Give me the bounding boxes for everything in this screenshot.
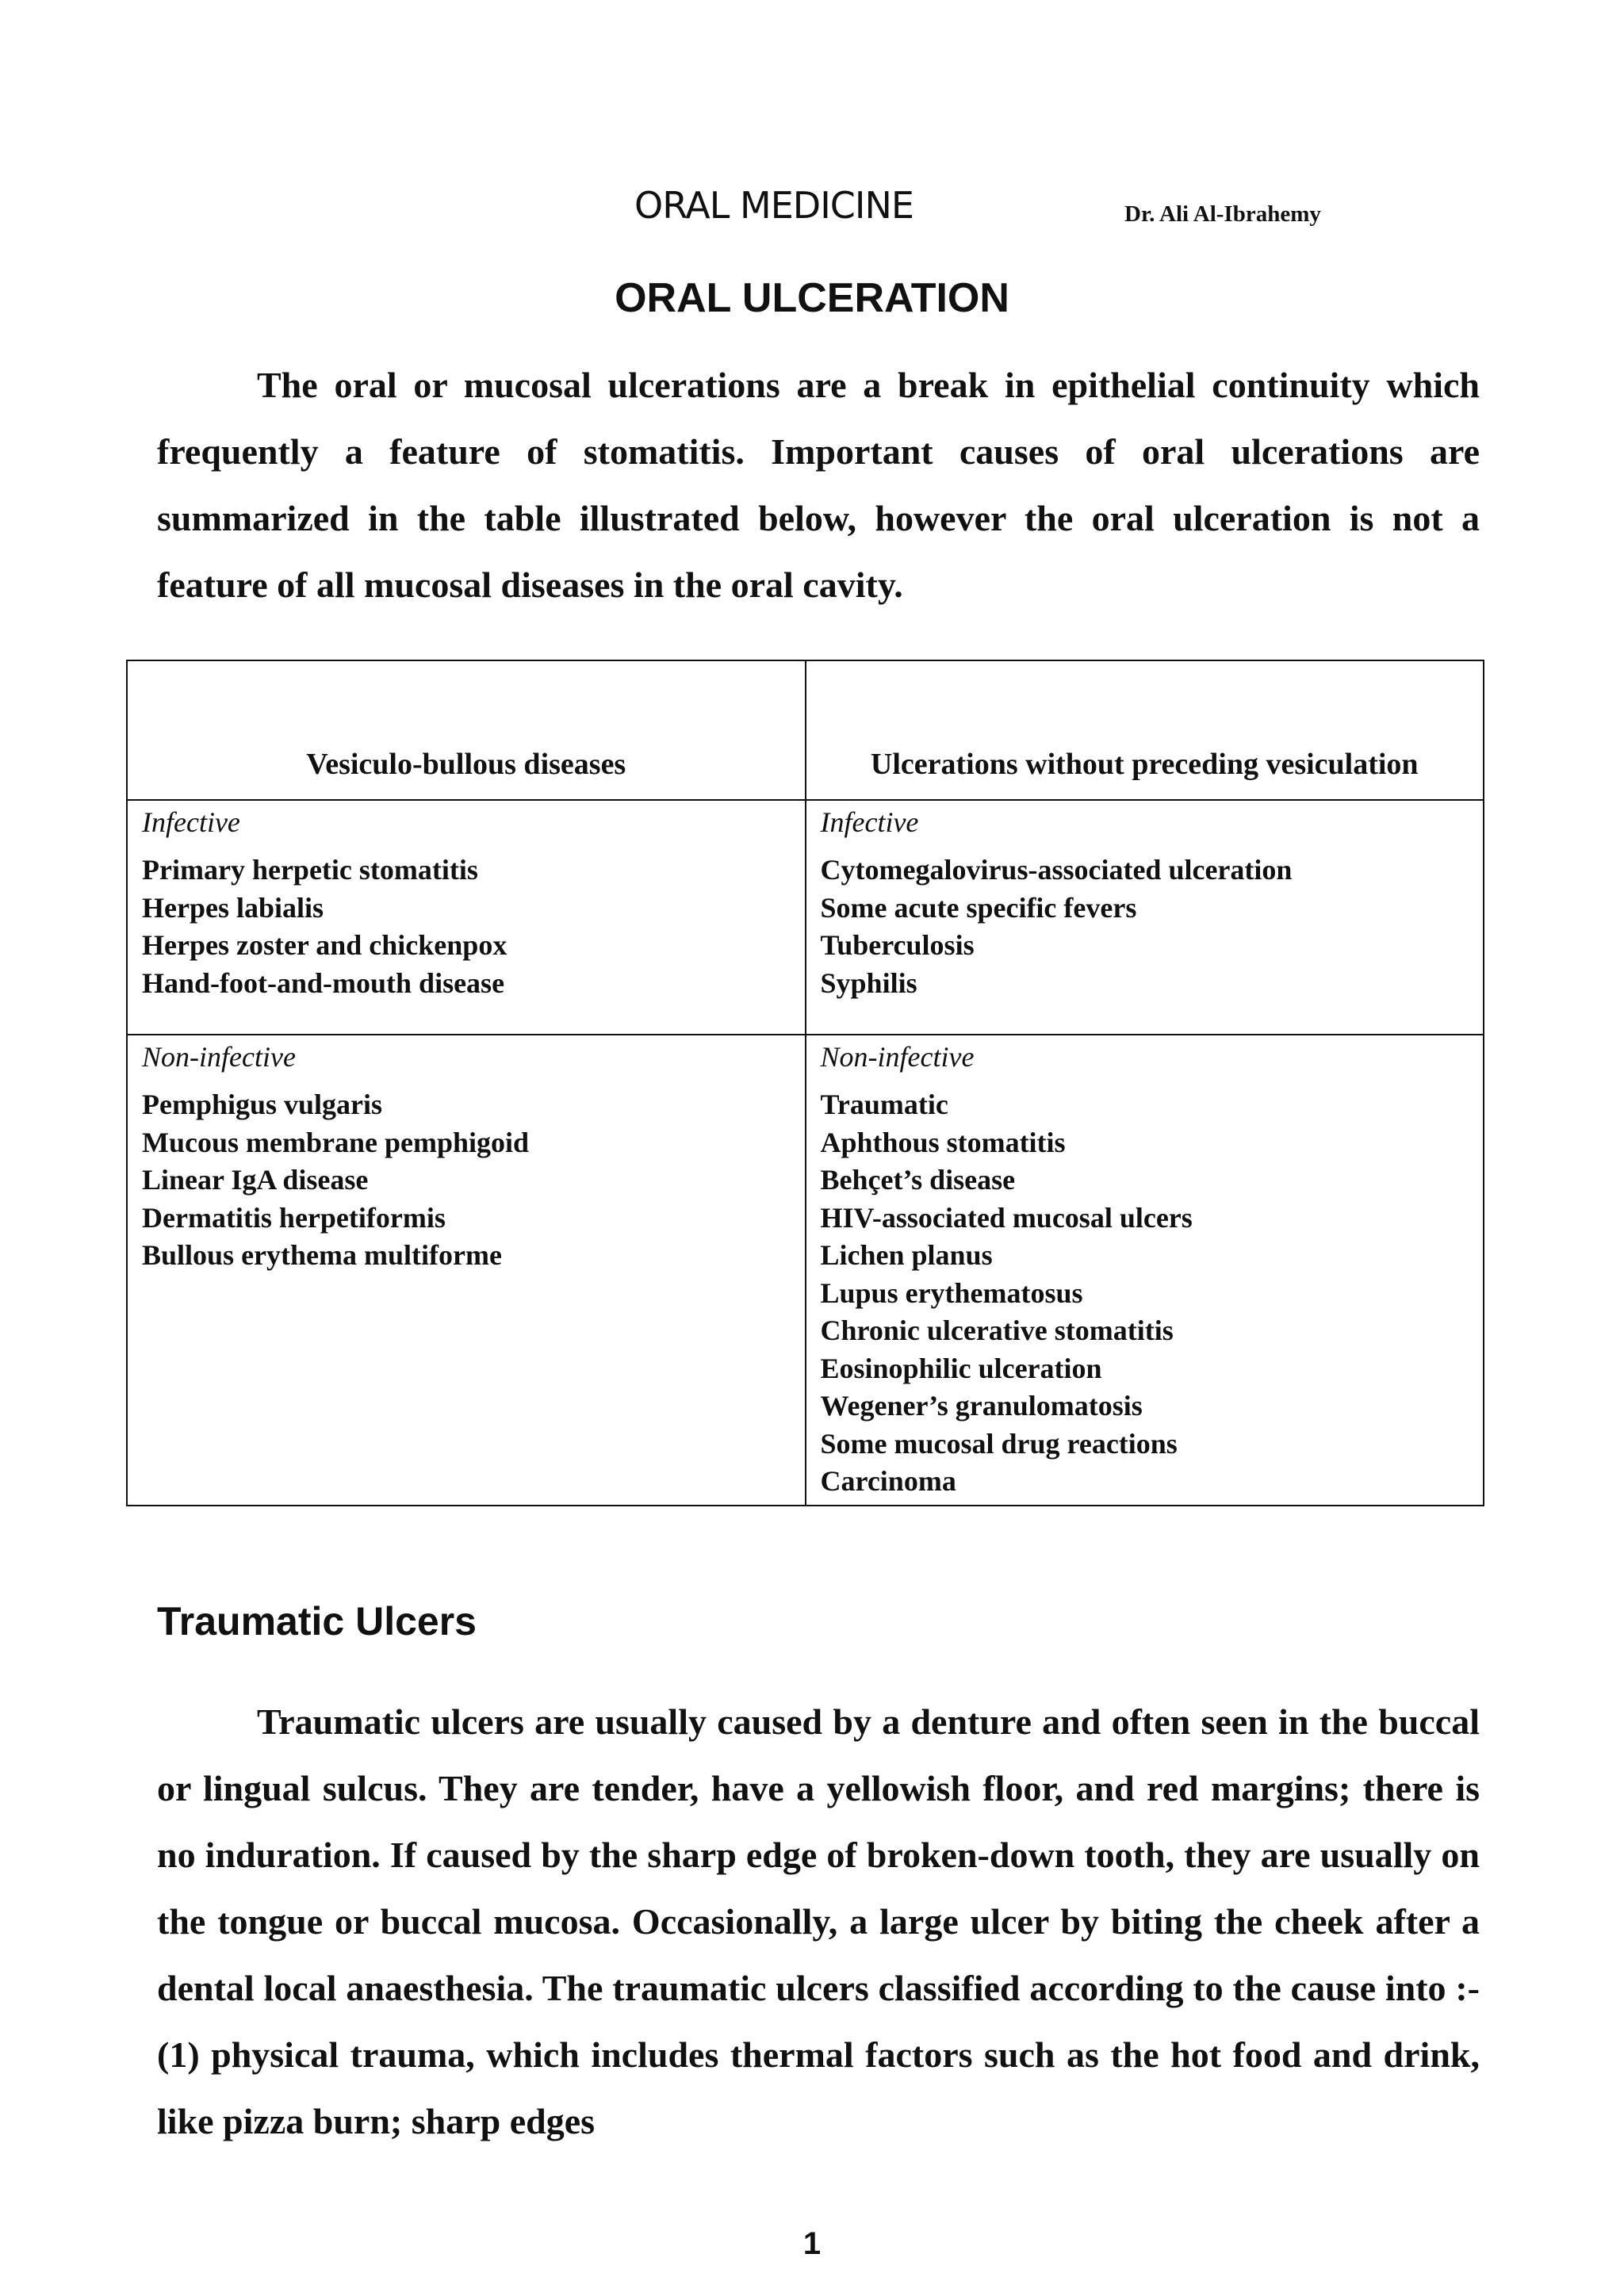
list-item: Tuberculosis	[820, 929, 975, 961]
list-item: Cytomegalovirus-associated ulceration	[820, 854, 1293, 886]
cell-ulceration-infective	[806, 800, 1484, 1035]
list-item: Some acute specific fevers	[820, 891, 1137, 924]
list-item: Carcinoma	[820, 1465, 956, 1497]
disease-list	[821, 851, 1469, 1002]
cell-ulceration-non-infective	[806, 1035, 1484, 1506]
list-item: Some mucosal drug reactions	[820, 1427, 1178, 1460]
disease-list	[821, 1086, 1469, 1501]
category-label: Non-infective	[820, 1041, 975, 1073]
table-row	[127, 1035, 1484, 1506]
list-item: Eosinophilic ulceration	[820, 1352, 1102, 1384]
cell-vesiculo-infective	[127, 800, 806, 1035]
header-without-vesiculation: Ulcerations without preceding vesiculation	[806, 660, 1484, 800]
list-item: Behçet’s disease	[820, 1164, 1016, 1196]
list-item: Herpes labialis	[142, 891, 324, 924]
list-item: Primary herpetic stomatitis	[142, 854, 478, 886]
list-item: Traumatic	[820, 1089, 948, 1120]
category-label: Infective	[142, 806, 240, 838]
intro-paragraph: The oral or mucosal ulcerations are a break in epithelial continuity which frequently a feature of stomatitis. Important causes of oral ulcerations are summarized in the table illustrated below, however the oral ulceration is not a feature of all mucosal diseases in the oral cavity.	[157, 365, 1480, 605]
list-item: Herpes zoster and chickenpox	[142, 929, 508, 961]
page-title: ORAL ULCERATION	[615, 275, 1009, 321]
list-item: Wegener’s granulomatosis	[820, 1390, 1143, 1422]
course-header: ORAL MEDICINE	[634, 184, 914, 227]
page-number: 1	[802, 2226, 822, 2261]
disease-list	[142, 1086, 791, 1275]
disease-list	[142, 851, 791, 1002]
list-item: HIV-associated mucosal ulcers	[820, 1201, 1193, 1234]
author-header: Dr. Ali Al-Ibrahemy	[1124, 201, 1321, 227]
list-item: Lichen planus	[820, 1239, 993, 1271]
list-item: Linear IgA disease	[142, 1164, 369, 1196]
category-label: Infective	[820, 806, 919, 838]
category-label: Non-infective	[142, 1041, 296, 1073]
list-item: Bullous erythema multiforme	[142, 1239, 502, 1271]
list-item: Mucous membrane pemphigoid	[142, 1126, 530, 1158]
list-item: Aphthous stomatitis	[820, 1126, 1066, 1158]
section-paragraph: Traumatic ulcers are usually caused by a denture and often seen in the buccal or lingual sulcus. They are tender, have a yellowish floor, and red margins; there is no induration. If caused by the sharp edge of broken-down tooth, they are usually on the tongue or buccal mucosa. Occasionally, a large ulcer by biting the cheek after a dental local anaesthesia. The traumatic ulcers classified according to the cause into :- (1) physical trauma, which includes thermal factors such as the hot food and drink, like pizza burn; sharp edges	[157, 1701, 1480, 2141]
section-heading: Traumatic Ulcers	[157, 1599, 477, 1644]
cell-vesiculo-non-infective	[127, 1035, 806, 1506]
table-row	[127, 800, 1484, 1035]
list-item: Syphilis	[820, 966, 917, 999]
header-vesiculo-bullous: Vesiculo-bullous diseases	[127, 660, 806, 800]
list-item: Dermatitis herpetiformis	[142, 1201, 446, 1234]
list-item: Hand-foot-and-mouth disease	[142, 966, 505, 999]
list-item: Pemphigus vulgaris	[142, 1089, 383, 1120]
table-header-row	[127, 660, 1484, 800]
ulceration-causes-table	[126, 660, 1484, 1506]
list-item: Chronic ulcerative stomatitis	[820, 1314, 1174, 1346]
list-item: Lupus erythematosus	[820, 1276, 1083, 1309]
